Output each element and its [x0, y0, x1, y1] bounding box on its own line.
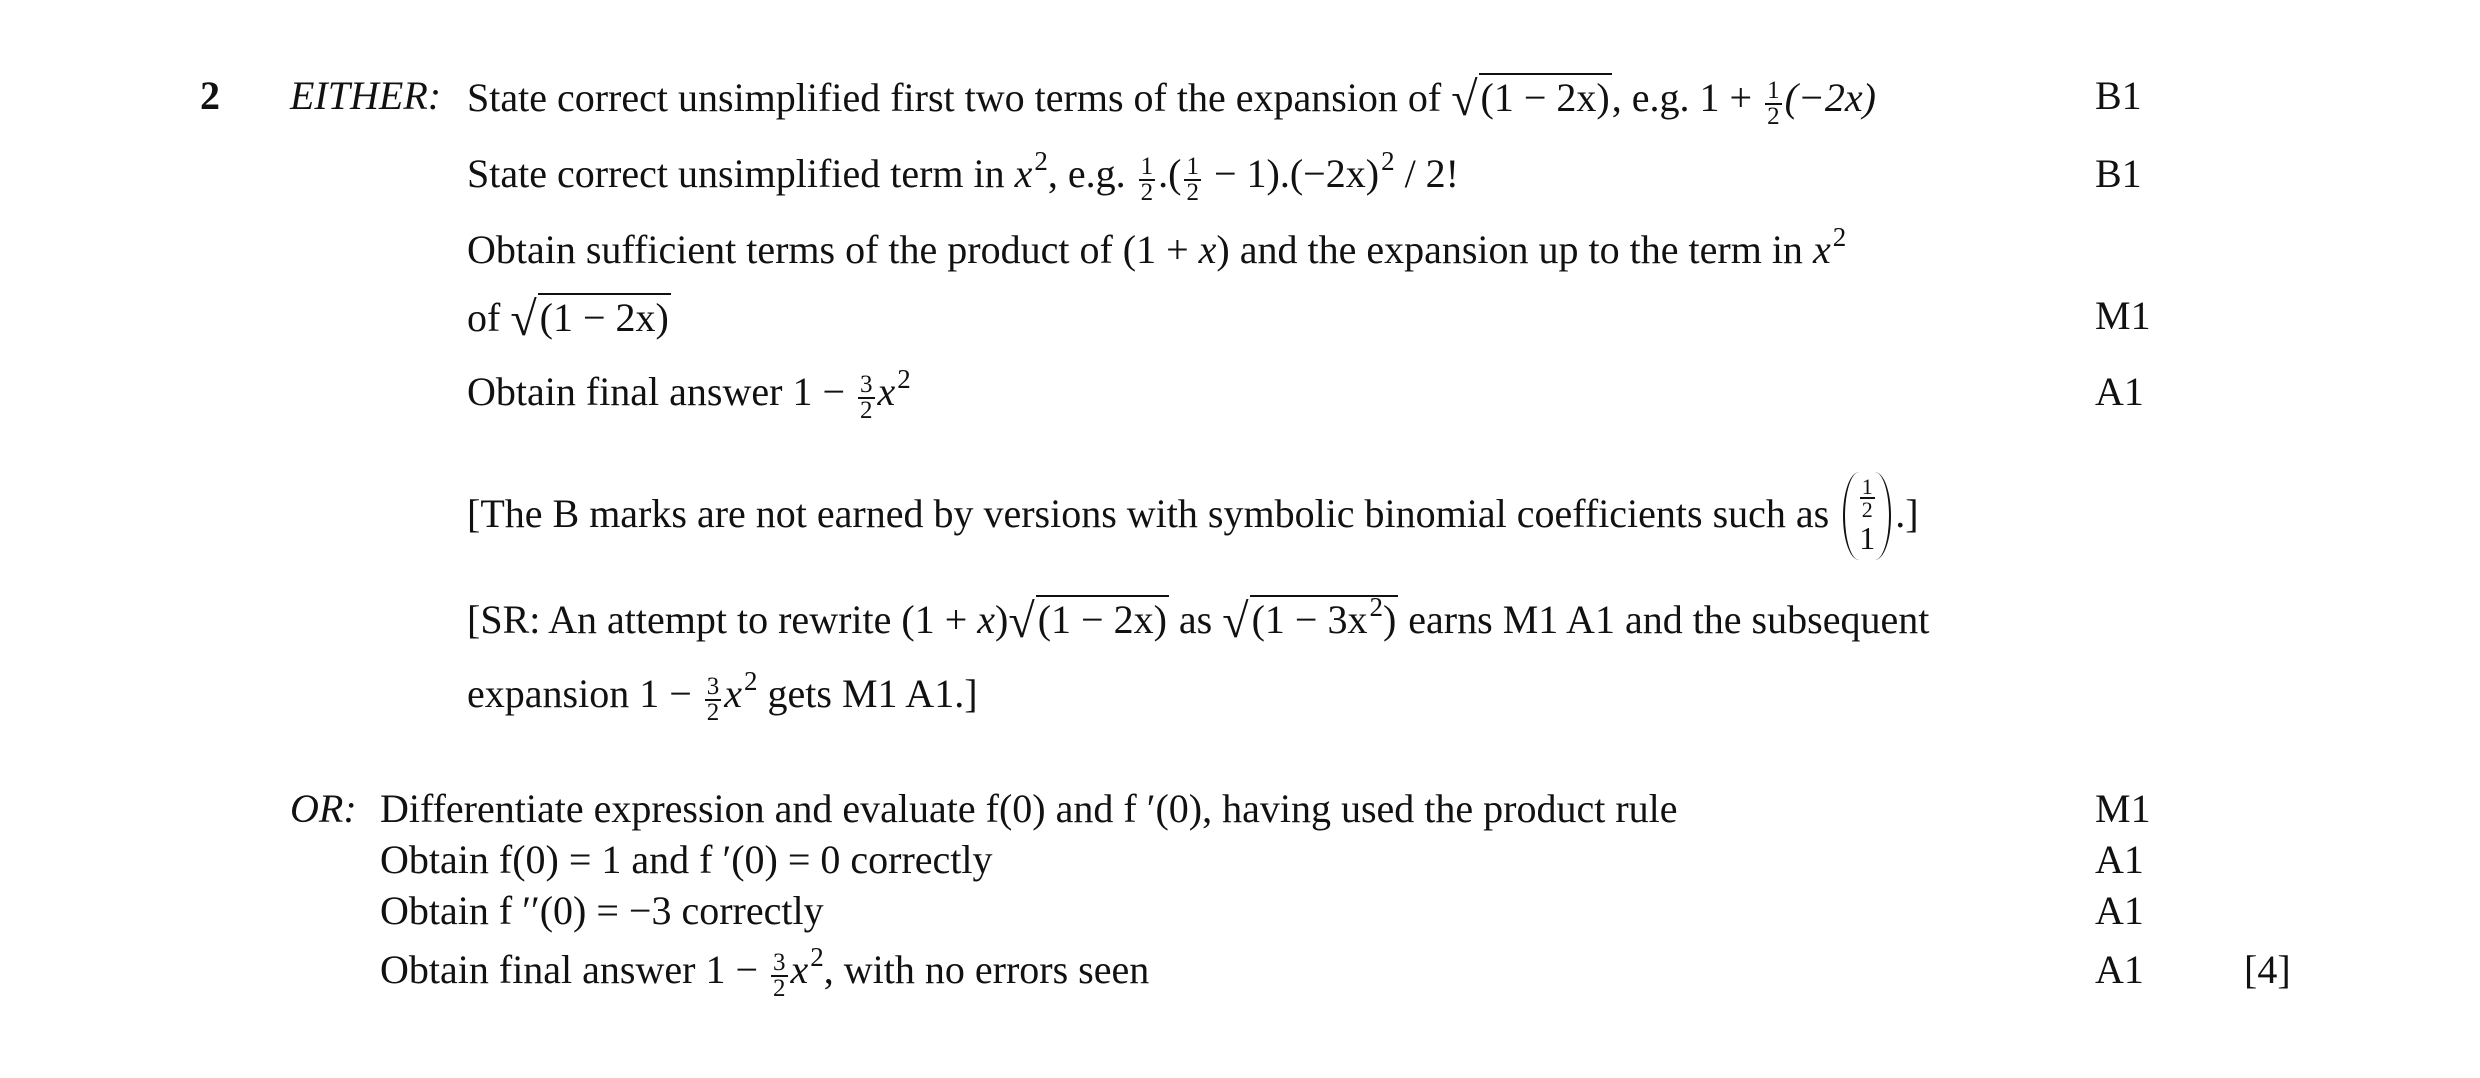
total-marks: [4]	[2244, 947, 2291, 992]
mark-either-4: A1	[2095, 369, 2144, 414]
either-line-1-text: State correct unsimplified first two terms of the expansion of	[467, 75, 1442, 120]
fraction-three-halves: $\frac{3}{2}$	[773, 948, 786, 1002]
binomial-coefficient: $\frac{1}{2}$ 1	[1843, 472, 1891, 560]
or-line-1: Differentiate expression and evaluate f(0) and f ′(0), having used the product rule	[380, 786, 1678, 831]
either-line-3: Obtain sufficient terms of the product of (1 + x) and the expansion up to the term in $x^2$	[467, 222, 1847, 272]
note-b-marks: [The B marks are not earned by versions with symbolic binomial coefficients such as $\frac{1}{2}$ 1 .]	[467, 474, 1919, 562]
or-line-4: Obtain final answer 1 − $\frac{3}{2}$ $x^2$, with no errors seen	[380, 942, 1150, 1002]
mark-either-2: B1	[2095, 151, 2142, 196]
fraction-half: $\frac{1}{2}$	[1186, 152, 1199, 206]
either-line-2: State correct unsimplified term in $x^2$, e.g. $\frac{1}{2}$ .( $\frac{1}{2}$ − $1).(-2x)^2 / 2$!	[467, 146, 1459, 206]
sqrt-expression: √(1 − 2x)	[1008, 595, 1167, 648]
either-label: EITHER:	[290, 73, 442, 118]
either-line-4: Obtain final answer 1 − $\frac{3}{2}$ $x^2$	[467, 364, 911, 424]
sqrt-expression: √(1 − 2x)	[1451, 73, 1610, 126]
mark-either-1: B1	[2095, 73, 2142, 118]
either-line-3b: of √(1 − 2x)	[467, 293, 669, 346]
mark-or-3: A1	[2095, 888, 2144, 933]
mark-either-3: M1	[2095, 293, 2151, 338]
mark-or-1: M1	[2095, 786, 2151, 831]
question-number: 2	[200, 73, 220, 118]
sqrt-expression: $√(1 - 3x^2)$	[1222, 592, 1397, 648]
note-sr-line-2: expansion 1 − $\frac{3}{2}$ $x^2$ gets M1 A1.]	[467, 666, 978, 726]
or-label: OR:	[290, 786, 357, 831]
fraction-half: $\frac{1}{2}$	[1767, 76, 1780, 130]
or-line-3: Obtain f ′′(0) = −3 correctly	[380, 888, 824, 933]
note-sr: [SR: An attempt to rewrite (1 + x)√(1 − 2x) as $√(1 - 3x^2)$ earns M1 A1 and the subsequent	[467, 592, 1930, 648]
mark-or-4: A1	[2095, 947, 2144, 992]
sqrt-expression: √(1 − 2x)	[510, 293, 669, 346]
fraction-three-halves: $\frac{3}{2}$	[860, 370, 873, 424]
fraction-half: $\frac{1}{2}$	[1140, 152, 1154, 206]
fraction-three-halves: $\frac{3}{2}$	[706, 672, 720, 726]
either-line-1: State correct unsimplified first two terms of the expansion of √(1 − 2x), e.g. 1 + $\frac{1}{2}$ (−2x)	[467, 73, 1876, 130]
mark-or-2: A1	[2095, 837, 2144, 882]
or-line-2: Obtain f(0) = 1 and f ′(0) = 0 correctly	[380, 837, 993, 882]
